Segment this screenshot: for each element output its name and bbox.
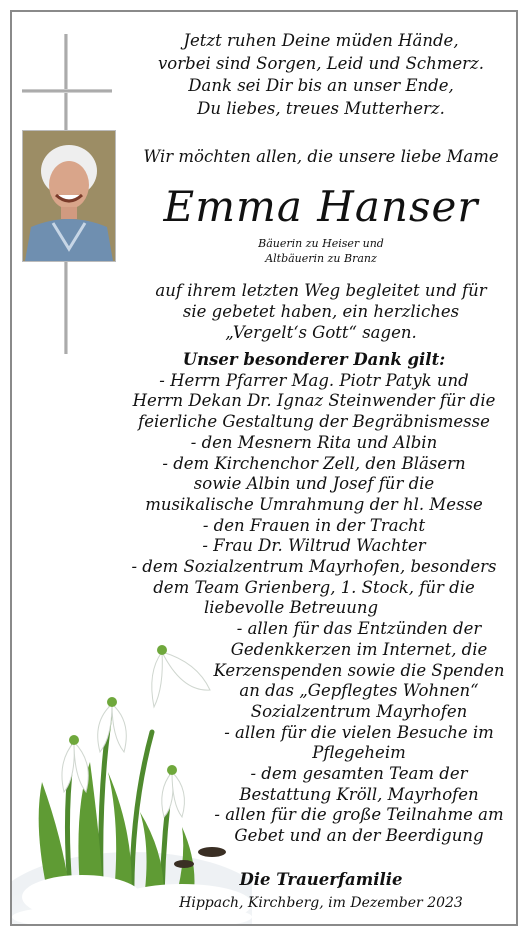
subtitle-line: Bäuerin zu Heiser und: [258, 237, 384, 250]
thanks-line: - Frau Dr. Wiltrud Wachter: [202, 536, 426, 556]
place-date: Hippach, Kirchberg, im Dezember 2023: [179, 895, 463, 911]
after-line: „Vergelt‘s Gott“ sagen.: [225, 323, 417, 342]
thanks-line: liebevolle Betreuung: [204, 598, 379, 618]
thanks-line: dem Team Grienberg, 1. Stock, für die: [153, 577, 475, 597]
subtitle-line: Altbäuerin zu Branz: [265, 252, 377, 265]
after-line: auf ihrem letzten Weg begleitet und für: [155, 281, 487, 300]
poem-line: vorbei sind Sorgen, Leid und Schmerz.: [157, 53, 484, 73]
thanks-line: - den Frauen in der Tracht: [202, 515, 426, 535]
thanks-line: musikalische Umrahmung der hl. Messe: [145, 494, 483, 514]
after-text: [130, 280, 512, 343]
thanks-line: - allen für die vielen Besuche im: [224, 722, 494, 742]
thanks-line: Herrn Dekan Dr. Ignaz Steinwender für die: [132, 391, 496, 411]
thanks-line: feierliche Gestaltung der Begräbnismesse: [138, 412, 490, 432]
subtitle: [130, 236, 512, 266]
thanks-line: - dem gesamten Team der: [250, 764, 468, 784]
thanks-line: an das „Gepflegtes Wohnen“: [239, 681, 479, 701]
thanks-line: sowie Albin und Josef für die: [193, 474, 435, 494]
thanks-line: - Herrn Pfarrer Mag. Piotr Patyk und: [159, 370, 469, 390]
signature-family: Die Trauerfamilie: [239, 870, 403, 889]
thanks-line: - allen für das Entzünden der: [236, 619, 482, 639]
after-line: sie gebetet haben, ein herzliches: [182, 302, 460, 321]
cross-horizontal: [22, 89, 112, 93]
portrait-photo: [22, 130, 116, 262]
thanks-line: Bestattung Kröll, Mayrhofen: [239, 784, 479, 804]
thanks-line: - dem Sozialzentrum Mayrhofen, besonders: [131, 557, 497, 577]
thanks-line: - allen für die große Teilnahme am: [214, 805, 504, 825]
poem-line: Dank sei Dir bis an unser Ende,: [188, 76, 454, 95]
obituary-card: [10, 10, 518, 926]
poem-line: Jetzt ruhen Deine müden Hände,: [183, 31, 459, 50]
intro-text: Wir möchten allen, die unsere liebe Mame: [143, 147, 499, 166]
thanks-line: Kerzenspenden sowie die Spenden: [213, 660, 505, 680]
poem: [130, 30, 512, 120]
thanks-line: - dem Kirchenchor Zell, den Bläsern: [162, 453, 466, 473]
thanks-heading: Unser besonderer Dank gilt:: [182, 350, 446, 369]
thanks-line: - den Mesnern Rita und Albin: [190, 432, 438, 452]
thanks-line: Sozialzentrum Mayrhofen: [250, 701, 468, 721]
thanks-line: Gebet und an der Beerdigung: [234, 826, 484, 846]
thanks-line: Gedenkkerzen im Internet, die: [230, 639, 488, 659]
thanks-line: Pflegeheim: [312, 743, 406, 763]
deceased-name: Emma Hanser: [163, 182, 479, 231]
poem-line: Du liebes, treues Mutterherz.: [197, 98, 445, 118]
